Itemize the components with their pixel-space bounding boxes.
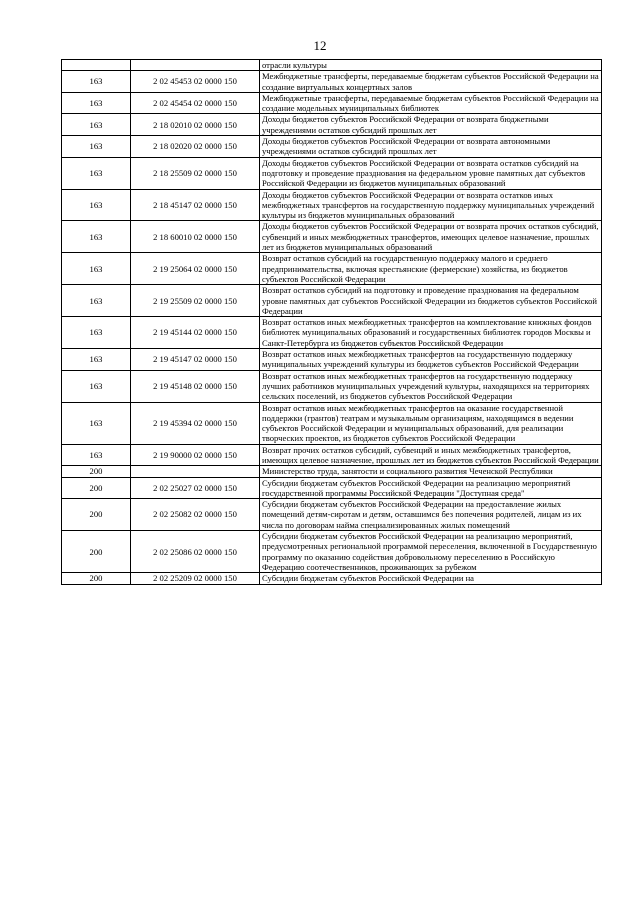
admin-code-cell: 163 [62, 317, 131, 349]
budget-code-cell: 2 02 45454 02 0000 150 [131, 92, 260, 114]
income-name-cell: Возврат остатков иных межбюджетных трансфертов на государственную поддержку лучших работников муниципальных учреждений культуры, находящихся на территориях сельских поселений, из бюджетов субъектов Российской Федерации [260, 370, 602, 402]
budget-classification-table [61, 59, 602, 585]
income-name-cell: Возврат остатков иных межбюджетных трансфертов на комплектование книжных фондов библиотек муниципальных образований и государственных библиотек городов Москвы и Санкт-Петербурга из бюджетов субъектов Российской Федерации [260, 317, 602, 349]
budget-code-cell: 2 19 90000 02 0000 150 [131, 444, 260, 466]
budget-code-cell: 2 19 45144 02 0000 150 [131, 317, 260, 349]
budget-code-cell: 2 02 25209 02 0000 150 [131, 573, 260, 584]
budget-code-cell: 2 02 25086 02 0000 150 [131, 531, 260, 573]
admin-code-cell: 200 [62, 499, 131, 531]
table-row [62, 444, 602, 466]
income-name-cell: Доходы бюджетов субъектов Российской Федерации от возврата прочих остатков субсидий, субвенций и иных межбюджетных трансфертов, имеющих целевое назначение, прошлых лет из бюджетов муниципальных образований [260, 221, 602, 253]
table-row [62, 157, 602, 189]
admin-code-cell [62, 60, 131, 71]
page-number: 12 [313, 38, 327, 53]
table-body [62, 60, 602, 585]
table-row [62, 114, 602, 136]
income-name-cell: Доходы бюджетов субъектов Российской Федерации от возврата остатков иных межбюджетных трансфертов на государственную поддержку муниципальных учреждений культуры из бюджетов муниципальных образований [260, 189, 602, 221]
table-row [62, 71, 602, 93]
income-name-cell: Доходы бюджетов субъектов Российской Федерации от возврата остатков субсидий на подготовку и проведение празднования на федеральном уровне памятных дат субъектов Российской Федерации из бюджетов муниципальных образований [260, 157, 602, 189]
income-name-cell: Возврат прочих остатков субсидий, субвенций и иных межбюджетных трансфертов, имеющих целевое назначение, прошлых лет из бюджетов субъектов Российской Федерации [260, 444, 602, 466]
admin-code-cell: 163 [62, 71, 131, 93]
table-row [62, 136, 602, 158]
admin-code-cell: 200 [62, 466, 131, 477]
admin-code-cell: 163 [62, 136, 131, 158]
budget-code-cell: 2 19 25064 02 0000 150 [131, 253, 260, 285]
budget-code-cell: 2 02 25027 02 0000 150 [131, 477, 260, 499]
budget-code-cell: 2 19 45147 02 0000 150 [131, 349, 260, 371]
admin-code-cell: 163 [62, 349, 131, 371]
table-row [62, 477, 602, 499]
budget-code-cell: 2 18 25509 02 0000 150 [131, 157, 260, 189]
admin-code-cell: 200 [62, 531, 131, 573]
table-row [62, 349, 602, 371]
admin-code-cell: 163 [62, 92, 131, 114]
income-name-cell: отрасли культуры [260, 60, 602, 71]
admin-code-cell: 163 [62, 221, 131, 253]
table-row [62, 370, 602, 402]
admin-code-cell: 163 [62, 402, 131, 444]
income-name-cell: Межбюджетные трансферты, передаваемые бюджетам субъектов Российской Федерации на создание модельных муниципальных библиотек [260, 92, 602, 114]
table-row [62, 531, 602, 573]
table-row [62, 221, 602, 253]
table-row [62, 573, 602, 584]
admin-code-cell: 163 [62, 285, 131, 317]
income-name-cell: Возврат остатков иных межбюджетных трансфертов на государственную поддержку муниципальных учреждений культуры из бюджетов субъектов Российской Федерации [260, 349, 602, 371]
income-name-cell: Субсидии бюджетам субъектов Российской Федерации на реализацию мероприятий государственной программы Российской Федерации "Доступная среда" [260, 477, 602, 499]
admin-code-cell: 163 [62, 370, 131, 402]
table-row [62, 189, 602, 221]
budget-code-cell: 2 19 45394 02 0000 150 [131, 402, 260, 444]
income-name-cell: Возврат остатков субсидий на государственную поддержку малого и среднего предпринимательства, включая крестьянские (фермерские) хозяйства, из бюджетов субъектов Российской Федерации [260, 253, 602, 285]
table-row [62, 402, 602, 444]
budget-code-cell: 2 02 45453 02 0000 150 [131, 71, 260, 93]
budget-code-cell: 2 19 45148 02 0000 150 [131, 370, 260, 402]
income-name-cell: Межбюджетные трансферты, передаваемые бюджетам субъектов Российской Федерации на создание виртуальных концертных залов [260, 71, 602, 93]
budget-code-cell [131, 60, 260, 71]
budget-code-cell: 2 19 25509 02 0000 150 [131, 285, 260, 317]
table-row [62, 60, 602, 71]
income-name-cell: Субсидии бюджетам субъектов Российской Федерации на [260, 573, 602, 584]
admin-code-cell: 163 [62, 253, 131, 285]
budget-code-cell: 2 18 60010 02 0000 150 [131, 221, 260, 253]
budget-code-cell: 2 18 02020 02 0000 150 [131, 136, 260, 158]
admin-code-cell: 163 [62, 444, 131, 466]
admin-code-cell: 200 [62, 477, 131, 499]
budget-code-cell: 2 18 45147 02 0000 150 [131, 189, 260, 221]
income-name-cell: Доходы бюджетов субъектов Российской Федерации от возврата бюджетными учреждениями остатков субсидий прошлых лет [260, 114, 602, 136]
table-row [62, 466, 602, 477]
income-name-cell: Субсидии бюджетам субъектов Российской Федерации на предоставление жилых помещений детям-сиротам и детям, оставшимся без попечения родителей, лицам из их числа по договорам найма специализированных жилых помещений [260, 499, 602, 531]
table-row [62, 253, 602, 285]
income-name-cell: Субсидии бюджетам субъектов Российской Федерации на реализацию мероприятий, предусмотренных региональной программой переселения, включенной в Государственную программу по оказанию содействия добровольному переселению в Российскую Федерацию соотечественников, проживающих за рубежом [260, 531, 602, 573]
admin-code-cell: 200 [62, 573, 131, 584]
budget-code-cell: 2 02 25082 02 0000 150 [131, 499, 260, 531]
income-name-cell: Возврат остатков иных межбюджетных трансфертов на оказание государственной поддержки (грантов) театрам и музыкальным организациям, находящимся в ведении субъектов Российской Федерации и муниципальных образований, для реализации творческих проектов, из бюджетов субъектов Российской Федерации [260, 402, 602, 444]
budget-code-cell [131, 466, 260, 477]
admin-code-cell: 163 [62, 157, 131, 189]
admin-code-cell: 163 [62, 189, 131, 221]
budget-code-cell: 2 18 02010 02 0000 150 [131, 114, 260, 136]
table-row [62, 92, 602, 114]
table-row [62, 285, 602, 317]
income-name-cell: Министерство труда, занятости и социального развития Чеченской Республики [260, 466, 602, 477]
table-row [62, 499, 602, 531]
table-row [62, 317, 602, 349]
admin-code-cell: 163 [62, 114, 131, 136]
income-name-cell: Возврат остатков субсидий на подготовку и проведение празднования на федеральном уровне памятных дат субъектов Российской Федерации из бюджетов субъектов Российской Федерации [260, 285, 602, 317]
income-name-cell: Доходы бюджетов субъектов Российской Федерации от возврата автономными учреждениями остатков субсидий прошлых лет [260, 136, 602, 158]
